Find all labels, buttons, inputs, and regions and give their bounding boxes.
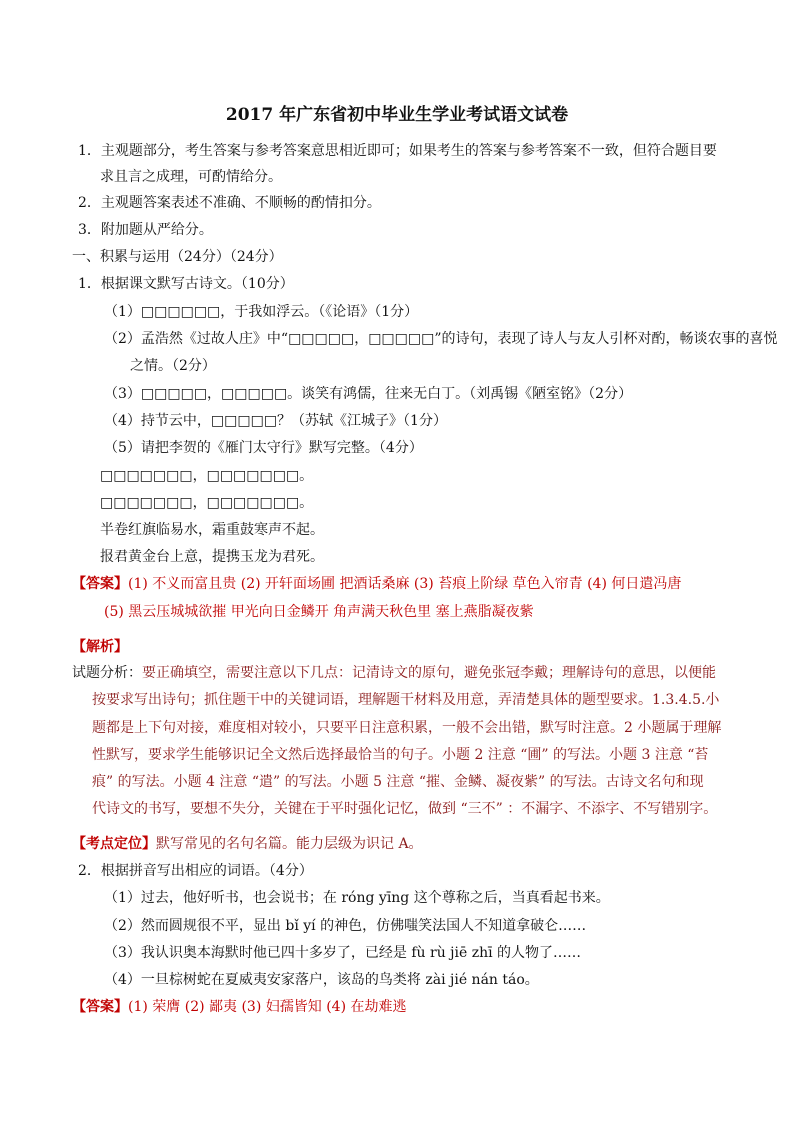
question-2-item-4: （4）一旦棕树蛇在夏威夷安家落户，该岛的鸟类将 zài jié nán táo。	[104, 972, 539, 988]
question-1-stem: 1．根据课文默写古诗文。（10分）	[78, 276, 294, 292]
poem-line-1: □□□□□□□，□□□□□□□。	[100, 468, 314, 484]
point-text: 默写常见的名句名篇。能力层级为识记 A。	[156, 836, 423, 852]
page-title: 2017 年广东省初中毕业生学业考试语文试卷	[225, 105, 569, 125]
poem-line-4: 报君黄金台上意，提携玉龙为君死。	[100, 549, 324, 565]
answer-block-1	[72, 575, 681, 593]
question-2-item-2: （2）然而圆规很不平，显出 bǐ yí 的神色，仿佛嗤笑法国人不知道拿破仑……	[104, 918, 587, 934]
analysis-line-4: 性默写，要求学生能够识记全文然后选择最恰当的句子。小题 2 注意 “圃” 的写法。小题 3 注意 “苔	[92, 747, 709, 763]
analysis-lead: 试题分析：	[72, 665, 142, 681]
answer-text: (1) 不义而富且贵 (2) 开轩面场圃 把酒话桑麻 (3) 苔痕上阶绿 草色入帘青 (4) 何日遣冯唐	[128, 576, 682, 592]
analysis-line-2: 按要求写出诗句；抓住题干中的关键词语，理解题干材料及用意，弄清楚具体的题型要求。1.3.4.5.小	[92, 692, 720, 708]
question-1-item-5: （5）请把李贺的《雁门太守行》默写完整。（4分）	[104, 440, 423, 456]
answer-tag: 【答案】	[72, 576, 128, 592]
answer-text-cont: (5) 黑云压城城欲摧 甲光向日金鳞开 角声满天秋色里 塞上燕脂凝夜紫	[104, 604, 534, 620]
analysis-tag: 【解析】	[72, 639, 128, 655]
rule-2: 2．主观题答案表述不准确、不顺畅的酌情扣分。	[78, 195, 381, 211]
point-block	[72, 835, 423, 853]
rule-3: 3．附加题从严给分。	[78, 222, 213, 238]
analysis-line-3: 题都是上下句对接，难度相对较小，只要平日注意积累，一般不会出错，默写时注意。2 小题属于理解	[92, 720, 722, 736]
answer-text-2: (1) 荣膺 (2) 鄙夷 (3) 妇孺皆知 (4) 在劫难逃	[128, 999, 407, 1015]
question-1-item-2-cont: 之情。（2分）	[130, 358, 216, 374]
analysis-text: 要正确填空，需要注意以下几点：记清诗文的原句，避免张冠李戴；理解诗句的意思，以便能	[142, 665, 716, 681]
rule-1: 1．主观题部分，考生答案与参考答案意思相近即可；如果考生的答案与参考答案不一致，但符合题目要	[78, 143, 717, 159]
question-1-item-4: （4）持节云中，□□□□□？（苏轼《江城子》（1分）	[104, 413, 447, 429]
analysis-line-1	[72, 664, 716, 682]
question-2-item-3: （3）我认识奥本海默时他已四十多岁了，已经是 fù rù jiē zhī 的人物了……	[104, 945, 582, 961]
question-1-item-1: （1）□□□□□□，于我如浮云。（《论语》（1分）	[104, 304, 419, 320]
analysis-line-6: 代诗文的书写，要想不失分，关键在于平时强化记忆，做到 “三不” ：不漏字、不添字、不写错别字。	[92, 801, 718, 817]
point-tag: 【考点定位】	[72, 836, 156, 852]
question-1-item-2: （2）孟浩然《过故人庄》中“□□□□□，□□□□□”的诗句，表现了诗人与友人引杯对酌，畅谈农事的喜悦	[104, 331, 778, 347]
answer-tag-2: 【答案】	[72, 999, 128, 1015]
question-1-item-3: （3）□□□□□，□□□□□。谈笑有鸿儒，往来无白丁。（刘禹锡《陋室铭》（2分）	[104, 386, 633, 402]
poem-line-2: □□□□□□□，□□□□□□□。	[100, 495, 314, 511]
section-heading: 一、积累与运用（24分）（24分）	[72, 249, 283, 265]
analysis-line-5: 痕” 的写法。小题 4 注意 “遣” 的写法。小题 5 注意 “摧、金鳞、凝夜紫” 的写法。古诗文名句和现	[92, 774, 704, 790]
answer-block-2	[72, 998, 406, 1016]
rule-1-cont: 求且言之成理，可酌情给分。	[100, 169, 282, 185]
question-2-item-1: （1）过去，他好听书，也会说书；在 róng yīng 这个尊称之后，当真看起书来。	[104, 890, 610, 906]
poem-line-3: 半卷红旗临易水，霜重鼓寒声不起。	[100, 522, 324, 538]
question-2-stem: 2．根据拼音写出相应的词语。（4分）	[78, 863, 313, 879]
